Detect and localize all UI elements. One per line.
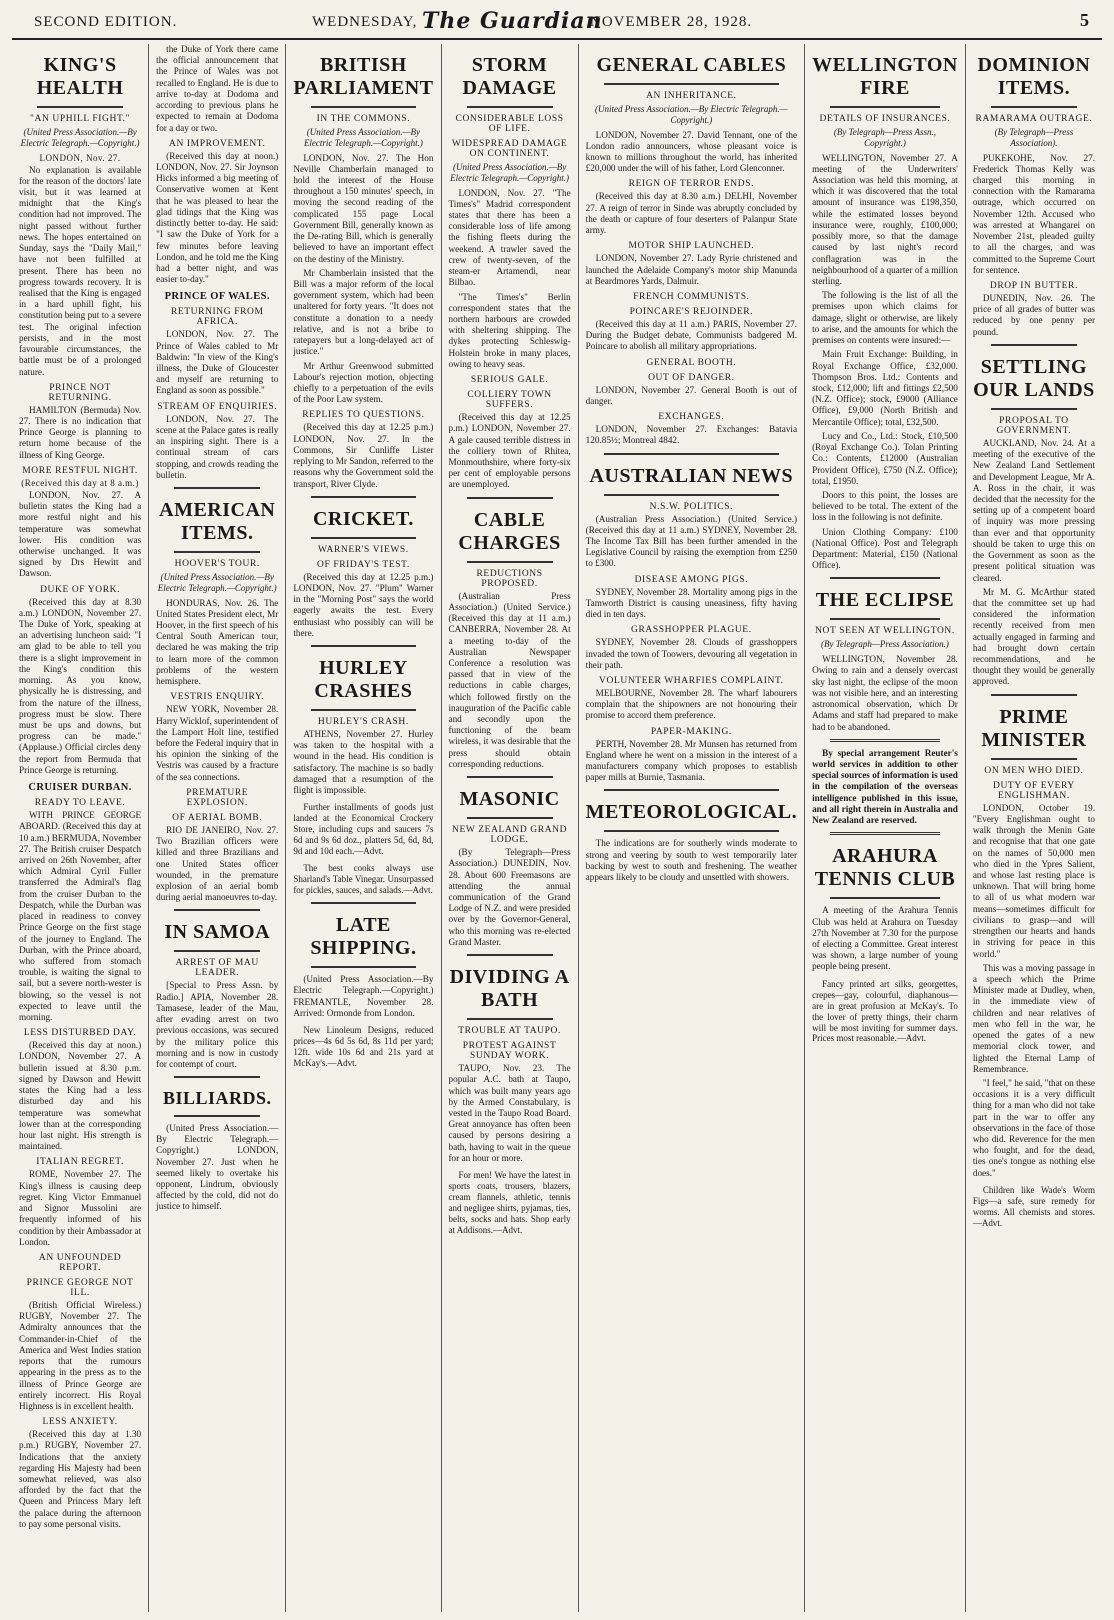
paragraph: ROME, November 27. The King's illness is causing deep regret. King Victor Emmanuel and Signor Mussolini are frequently informed of his condition by their Ambassador at London. — [19, 1169, 142, 1247]
subhead: LESS ANXIETY. — [42, 1417, 118, 1428]
subhead: "AN UPHILL FIGHT." — [30, 114, 131, 124]
paragraph: PUKEKOHE, Nov. 27. Frederick Thomas Kelly was charged this morning in connection with the Ramarama outrage, which occurred on November 12th. Accused who was arrested at Whangarei on November 21st, pleaded guilty to all the charges, and was committed to the Supreme Court for sentence. — [972, 152, 1096, 275]
press-credit: (United Press Association.—By Electric Telegraph.—Copyright.) — [450, 162, 570, 183]
divider — [604, 789, 779, 791]
paragraph: (United Press Association.—By Electric Telegraph.—Copyright.) FREMANTLE, November 28. Arrived: Ormonde from London. — [293, 974, 434, 1018]
paragraph: (Australian Press Association.) (United Service.) (Received this day at 11 a.m.) CANBERRA, November 28. At a meeting to-day of the Australian Newspaper Conference a resolution was passed that in view of the reductions in cable charges, which followed firstly on the inauguration of the Pacific cable and secondly upon the functioning of the beam wireless, it was desirable that the press should obtain corresponding reductions. — [448, 590, 571, 769]
subhead: OF AERIAL BOMB. — [172, 812, 263, 823]
paragraph: LONDON, Nov. 27. A bulletin states the King had a more restful night and his temperature was somewhat lower. His condition was otherwise unchanged. It was signed by Drs Hewitt and Dawson. — [19, 489, 142, 579]
advertisement: Fancy printed art silks, georgettes, crepes—gay, colourful, diaphanous—are in great profusion at McKay's. To the lover of pretty things, their charm will be most inviting for summer days. Prices most reasonable.—Advt. — [812, 978, 958, 1044]
paragraph: RIO DE JANEIRO, Nov. 27. Two Brazilian officers were killed and three Brazilians and one United States officer wounded, in the premature explosion of an aerial bomb during aerial manoeuvres to-day. — [156, 824, 279, 903]
paragraph: MELBOURNE, November 28. The wharf labourers complain that the shipowners are not honouring their promise to accord them preference. — [585, 687, 798, 721]
paragraph: This was a moving passage in a speech which the Prime Minister made at Dudley, when, in the immediate view of children and near relatives of men who fell in the war, he opened the gates of a new memorial clock tower, and lighted the Eternal Lamp of Remembrance. — [972, 962, 1096, 1074]
paragraph: The following is the list of all the premises upon which claims for damage, slight or otherwise, are likely to arise, and the amounts for which the premises on contents were insured:— — [812, 290, 958, 346]
divider — [311, 966, 415, 968]
paragraph: (Received this day at 12.25 p.m.) LONDON, November 27. A gale caused terrible distress in the colliery town of Rhitea, Monmouthshire, where forty-six per cent of employable persons are unemployed. — [448, 412, 571, 490]
subhead: N.S.W. POLITICS. — [649, 501, 734, 512]
subhead: NOT SEEN AT WELLINGTON. — [815, 626, 955, 637]
headline-cricket: CRICKET. — [312, 507, 414, 530]
headline-billiards: BILLIARDS. — [162, 1088, 272, 1109]
subhead: EXCHANGES. — [658, 412, 725, 423]
column-1 — [12, 44, 149, 1612]
paragraph: PERTH, November 28. Mr Munsen has returned from England where he went on a mission in the interest of a manufacturers company which proposes to establish paper mills at Burnie, Tasmania. — [585, 738, 798, 783]
headline-hurley-crashes: HURLEY CRASHES — [314, 657, 413, 703]
divider — [830, 897, 940, 899]
divider — [311, 709, 415, 711]
divider — [830, 739, 940, 742]
paragraph: (Received this day at 12.25 p.m.) LONDON, Nov. 27. In the Commons, Sir Cunliffe Lister replying to Mr Sandon, referred to the reasons why the Government sold the transport, River Clyde. — [293, 422, 434, 489]
paragraph: (Received this day at 8.30 a.m.) LONDON, November 27. The Duke of York, speaking at an advertising luncheon said: "I am glad to be able to tell you there is a slight improvement in the King's condition this morning. As you know, physically he is distressing, and from the nature of the illness, progress must be slow. There must be ups and downs, but progress can be made." (Applause.) Official circles deny the report from Bermuda that Prince George is returning. — [19, 596, 142, 775]
subhead: DUTY OF EVERY ENGLISHMAN. — [993, 780, 1075, 801]
divider — [174, 1115, 260, 1117]
paragraph: LONDON, Nov. 27. "The Times's" Madrid correspondent states that there has been a considerable loss of life among the fishing fleets during the weekend. A trawler saved the crew of twenty-seven, of the steam-er Artamendi, near Bilbao. — [448, 187, 571, 288]
paragraph: SYDNEY, November 28. Mortality among pigs in the Tamworth District is causing uneasiness, fifty having died in ten days. — [585, 586, 798, 620]
divider — [174, 950, 260, 952]
subhead: WARNER'S VIEWS. — [318, 544, 409, 555]
headline-prince-of-wales: PRINCE OF WALES. — [164, 291, 270, 303]
subhead: CONSIDERABLE LOSS OF LIFE. — [455, 114, 564, 134]
divider — [830, 832, 940, 835]
divider — [604, 83, 779, 85]
divider — [311, 902, 415, 904]
divider — [174, 909, 260, 911]
subhead: TROUBLE AT TAUPO. — [458, 1026, 561, 1037]
subhead: NEW ZEALAND GRAND LODGE. — [452, 825, 568, 846]
column-7 — [966, 44, 1102, 1612]
divider — [467, 1018, 553, 1020]
column-grid — [12, 44, 1102, 1612]
headline-masonic: MASONIC — [459, 788, 560, 811]
divider — [174, 1076, 260, 1078]
headline-cable-charges: CABLE CHARGES — [458, 508, 561, 554]
subhead: REDUCTIONS PROPOSED. — [476, 568, 543, 589]
paragraph: Doors to this point, the losses are believed to be total. The extent of the loss in the following is not definite. — [812, 489, 958, 523]
headline-in-samoa: IN SAMOA — [164, 921, 271, 944]
subhead: LESS DISTURBED DAY. — [23, 1028, 137, 1039]
paragraph: WITH PRINCE GEORGE ABOARD. (Received this day at 10 a.m.) BERMUDA, November 27. The British cruiser Despatch arrived on 26th November, after which Admiral Cyril Fuller transferred the Admiral's flag from the cruiser Durban to the Despatch, while the Durban was placed in readiness to convey Prince George on the first stage of the journey to England. The Durban, with the Prince aboard, who suffered from stomach trouble, is waiting the signal to sail, but a severe north-wester is blowing, so the vessel is not expected to leave until the morning. — [19, 810, 142, 1023]
divider — [604, 453, 779, 455]
subhead: ITALIAN REGRET. — [36, 1157, 124, 1168]
subhead: FRENCH COMMUNISTS. — [633, 292, 750, 302]
issue-date: NOVEMBER 28, 1928. — [590, 14, 753, 30]
paragraph: HAMILTON (Bermuda) Nov. 27. There is no indication that Prince George is planning to return home because of the illness of King George. — [19, 404, 142, 460]
paragraph: "The Times's" Berlin correspondent states that the northern harbours are crowded with sheltering shipping. The dykes protecting Schleswig-Holstein broke in many places, owing to heavy seas. — [448, 291, 571, 369]
paragraph: HONDURAS, Nov. 26. The United States President elect, Mr Hoover, in the first speech of his Central South American tour, declared he was making the trip to learn more of the common problems of the western hemisphere. — [156, 597, 279, 687]
paragraph: (Received this day at 12.25 p.m.) LONDON, Nov. 27. "Plum" Warner in the "Morning Post" says the world eagerly awaits the test. Every enthusiast who possibly can will be there. — [293, 571, 434, 638]
subhead: ON MEN WHO DIED. — [984, 765, 1084, 776]
press-credit: (By Telegraph—Press Association.) — [821, 639, 949, 650]
subhead: HOOVER'S TOUR. — [174, 559, 260, 569]
paragraph: LONDON, November 27. General Booth is out of danger. — [585, 384, 798, 406]
press-credit: (United Press Association.—By Electric Telegraph.—Copyright.) — [20, 127, 140, 148]
paragraph: (British Official Wireless.) RUGBY, November 27. The Admiralty announces that the Commander-in-Chief of the America and West Indies station reports that the rumours appearing in the press as to the illness of Prince George are entirely incorrect. His Royal Highness is in excellent health. — [19, 1299, 142, 1411]
column-5 — [579, 44, 805, 1612]
paragraph: Mr Chamberlain insisted that the Bill was a major reform of the local government system, which had been unaltered for forty years. "It does not constitute a donation to a needy relative, and is not a bribe to ratepayers but a long-delayed act of justice." — [293, 267, 434, 357]
paragraph: [Special to Press Assn. by Radio.] APIA, November 28. Tamasese, leader of the Mau, after evading arrest on two previous occasions, was secured by the military police this morning and is now in custody for contempt of court. — [156, 980, 279, 1069]
paragraph: No explanation is available for the reason of the doctors' late visit, but it was learned at midnight that the King's condition had not improved. The night passed without further news. The hopes entertained on Sunday, says the "Daily Mail," have not been fulfilled at present. There has been no progress towards recovery. It is realised that the King is engaged in a hard uphill fight, his constitution being put to a severe test. The original infection persists, and in the most favourable circumstances, the battle must be of a prolonged nature. — [19, 164, 142, 377]
divider — [311, 496, 415, 498]
paragraph: LONDON, Nov. 27. The Prince of Wales cabled to Mr Baldwin: "In view of the King's illness, the Duke of Gloucester and myself are returning to England as soon as possible." — [156, 329, 279, 396]
subhead: RAMARAMA OUTRAGE. — [975, 114, 1093, 124]
subhead: PRINCE NOT RETURNING. — [48, 382, 112, 403]
paragraph: SYDNEY, November 28. Clouds of grasshoppers invaded the town of Toowers, devouring all vegetation in their path. — [585, 637, 798, 670]
divider — [991, 106, 1077, 108]
received-time: (Received this day at 8 a.m.) — [21, 477, 139, 488]
column-2 — [149, 44, 286, 1612]
paragraph: LONDON, November 27. Lady Ryrie christened and launched the Adelaide Company's motor ship Manunda at Beardmores Yards, Dalmuir. — [585, 253, 798, 286]
divider — [37, 106, 123, 108]
paragraph: Mr Arthur Greenwood submitted Labour's rejection motion, objecting chiefly to a perpetuation of the evils of the Poor Law system. — [293, 360, 434, 405]
headline-american-items: AMERICAN ITEMS. — [159, 499, 276, 544]
divider — [604, 830, 779, 832]
divider — [991, 408, 1077, 410]
subhead: PREMATURE EXPLOSION. — [186, 787, 249, 808]
paragraph: ATHENS, November 27. Hurley was taken to the hospital with a wound in the head. His condition is satisfactory. The machine is so badly damaged that a resumption of the flight is impossible. — [293, 729, 434, 796]
paragraph: LONDON, Nov. 27. The scene at the Palace gates is really an inspiring sight. There is a continual stream of cars stopping, and crowds reading the bulletin. — [156, 413, 279, 480]
subhead: VOLUNTEER WHARFIES COMPLAINT. — [599, 675, 784, 686]
subhead: POINCARE'S REJOINDER. — [629, 307, 754, 317]
advertisement: New Linoleum Designs, reduced prices—4s 6d 5s 6d, 8s 11d per yard; 12ft. wide 10s 6d and 21s yard at McKay's.—Advt. — [293, 1024, 434, 1068]
subhead: DISEASE AMONG PIGS. — [634, 574, 749, 585]
paragraph: AUCKLAND, Nov. 24. At a meeting of the executive of the New Zealand Land Settlement and Development League, Mr A. A. Ross in the chair, it was decided that the necessity for the setting up of a competent board of inquiry was more pressing than ever and that opportunity should be taken to urge this on the Government as soon as the present political situation was cleared. — [972, 437, 1096, 583]
paragraph: Mr M. G. McArthur stated that the committee set up had considered the information recently received from men actually engaged in farming and had brought down certain recommendations, and he thought they would be generally approved. — [972, 586, 1096, 687]
divider — [467, 817, 553, 819]
paragraph: Union Clothing Company: £100 (National Office). Post and Telegraph Department: Material, £150 (National Office). — [812, 526, 958, 571]
headline-general-cables: GENERAL CABLES — [596, 54, 787, 76]
subhead: DROP IN BUTTER. — [989, 281, 1078, 291]
subhead: PAPER-MAKING. — [650, 726, 732, 737]
subhead: STREAM OF ENQUIRIES. — [157, 401, 278, 412]
headline-storm-damage: STORM DAMAGE — [462, 54, 557, 99]
subhead: ARREST OF MAU LEADER. — [175, 958, 259, 979]
paragraph: NEW YORK, November 28. Harry Wicklof, superintendent of the Lamport Holt line, testified before the Federal inquiry that in his opinion the sinking of the Vestris was caused by a fracture of the sea connections. — [156, 704, 279, 782]
headline-dominion-items: DOMINION ITEMS. — [977, 54, 1091, 99]
subhead: REIGN OF TERROR ENDS. — [628, 179, 755, 190]
dateline: LONDON, Nov. 27. — [39, 152, 121, 163]
advertisement: Children like Wade's Worm Figs—a safe, sure remedy for worms. All chemists and stores.—Advt. — [972, 1184, 1096, 1228]
subhead: RETURNING FROM AFRICA. — [170, 307, 264, 328]
press-credit: (By Telegraph—Press Association). — [994, 127, 1074, 148]
headline-the-eclipse: THE ECLIPSE — [815, 589, 955, 612]
subhead: OUT OF DANGER. — [648, 372, 735, 383]
subhead: OF FRIDAY'S TEST. — [317, 559, 410, 570]
advertisement: The best cooks always use Sharland's Table Vinegar. Unsurpassed for pickles, sauces, and salads.—Advt. — [293, 863, 434, 896]
headline-kings-health: KING'S HEALTH — [36, 54, 124, 99]
divider — [991, 344, 1077, 346]
subhead: VESTRIS ENQUIRY. — [170, 692, 265, 703]
advertisement: Further installments of goods just landed at the Economical Crockery Store, including cups and saucers 7s 6d and 9s 6d doz., platters 5d, 6d, 8d, 9d and 10d each.—Advt. — [293, 802, 434, 857]
paragraph: LONDON, Nov. 27. The Hon Neville Chamberlain managed to hold the interest of the House throughout a 150 minutes' speech, in moving the second reading of the complicated 155 page Local Government Bill, generally known as the De-rating Bill, which is generally believed to have an important effect on the destiny of the Ministry. — [293, 152, 434, 264]
subhead: SERIOUS GALE. — [470, 375, 549, 386]
masthead — [12, 8, 1102, 40]
divider — [830, 618, 940, 620]
paragraph: (Received this day at 1.30 p.m.) RUGBY, November 27. Indications that the anxiety regarding His Majesty had been somewhat relieved, was also afforded by the fact that the Queen and Princess Mary left the palace during the afternoon to pay some personal visits. — [19, 1429, 142, 1529]
subhead: GRASSHOPPER PLAGUE. — [631, 625, 752, 636]
subhead: DUKE OF YORK. — [40, 584, 121, 595]
paragraph: Lucy and Co., Ltd.: Stock, £10,500 (Royal Exchange Co.). Tolan Printing Co.: Contents, £12000 (Australian Provident Office), £750 (N.Z. Office); total, £1950. — [812, 430, 958, 486]
headline-late-shipping: LATE SHIPPING. — [310, 914, 417, 960]
divider — [467, 497, 553, 499]
headline-dividing-a-bath: DIVIDING A BATH — [449, 966, 570, 1012]
divider — [311, 645, 415, 647]
headline-australian-news: AUSTRALIAN NEWS — [589, 464, 794, 487]
paragraph: (Australian Press Association.) (United Service.) (Received this day at 11 a.m.) SYDNEY, November 28. The Income Tax Bill has been further amended in the Legislative Council by raising the exemption from £250 to £300. — [585, 513, 798, 569]
paragraph: LONDON, November 27. David Tennant, one of the London radio announcers, whose pleasant voice is known to millions throughout the world, has inherited £20,000 under the will of his father, Lord Glenconner. — [585, 129, 798, 174]
paragraph: LONDON, October 19. "Every Englishman ought to walk through the Menin Gate and recognise that that one gate on the names of 50,000 men who died in the Ypres Salient, and whose last resting place is unknown. That will bring home to all of us what modern war means—sometimes difficult for civilians to grasp—and will strengthen our hearts and hands in striving for peace in this world." — [972, 802, 1096, 959]
divider — [174, 551, 260, 553]
paragraph: Main Fruit Exchange: Building, in Royal Exchange Office, £32,000. Thompson Bros. Ltd.: Contents and stock, £12,000; lift and fittings £2,500 (N.Z. Office); stock, £9000 (Alliance Office), £9,000 (North British and Mercantile Office); total, £32,500. — [812, 349, 958, 427]
divider — [311, 106, 415, 108]
divider — [467, 106, 553, 108]
paragraph: WELLINGTON, November 27. A meeting of the Underwriters' Association was held this morning, at which it was discovered that the total amount of insurance was £198,350, while the estimated losses beyond insurance were, roughly, £100,000; possibly more, so that the damage caused by last night's record conflagration was in the neighbourhood of a quarter of a million sterling. — [812, 152, 958, 286]
headline-wellington-fire: WELLINGTON FIRE — [812, 54, 958, 99]
weekday: WEDNESDAY, — [312, 14, 418, 30]
subhead: CRUISER DURBAN. — [28, 782, 132, 794]
subhead: WIDESPREAD DAMAGE ON CONTINENT. — [451, 139, 568, 159]
subhead: AN IMPROVEMENT. — [169, 138, 266, 149]
subhead: AN UNFOUNDED REPORT. — [38, 1252, 122, 1273]
divider — [830, 577, 940, 579]
paragraph: (Received this day at noon.) LONDON, Nov. 27. Sir Joynson Hicks informed a big meeting of Conservative women at Kent that he was pleased to hear the glad tidings that the King was distinctly better to-day. He said: "I saw the Duke of York for a few minutes before leaving London, and he told me the King had a better night, and was easier to-day." — [156, 150, 279, 285]
column-6 — [805, 44, 966, 1612]
divider — [991, 758, 1077, 760]
divider — [991, 694, 1077, 696]
paragraph: DUNEDIN, Nov. 26. The price of all grades of butter was reduced by one penny per pound. — [972, 293, 1096, 337]
paragraph: A meeting of the Arahura Tennis Club was held at Arahura on Tuesday 27th November at 7.30 for the purpose of electing a Committee. Great interest was shown, a large number of young people being present. — [812, 905, 958, 972]
press-credit: (United Press Association.—By Electric Telegraph.—Copyright.) — [303, 127, 423, 148]
paragraph: LONDON, November 27. Exchanges: Batavia 120.85½; Montreal 4842. — [585, 424, 798, 446]
subhead: PROTEST AGAINST SUNDAY WORK. — [462, 1041, 557, 1062]
paragraph: The indications are for southerly winds moderate to strong and veering by south to west temporarily later backing by west to south and freshening. The weather appears likely to be cloudy and unsettled with showers. — [585, 838, 798, 883]
headline-prime-minister: PRIME MINISTER — [981, 705, 1087, 751]
newspaper-title: The Guardian — [422, 8, 603, 34]
paragraph: (Received this day at 8.30 a.m.) DELHI, November 27. A reign of terror in Sinde was abruptly concluded by the death or capture of four deserters of Palanpur State army. — [585, 191, 798, 236]
divider — [830, 106, 940, 108]
divider — [467, 776, 553, 778]
subhead: DETAILS OF INSURANCES. — [819, 114, 951, 124]
subhead: PRINCE GEORGE NOT ILL. — [26, 1277, 134, 1298]
page-number: 5 — [1080, 10, 1090, 30]
headline-arahura-tennis-club: ARAHURA TENNIS CLUB — [814, 845, 956, 891]
paragraph: WELLINGTON, November 28. Owing to rain and a densely overcast sky last night, the eclipse of the moon was not visible here, and an interesting astronomical observation, which Dr Adams and staff had prepared to make had to be abandoned. — [812, 654, 958, 732]
press-credit: (United Press Association.—By Electric Telegraph.—Copyright.) — [157, 572, 277, 593]
subhead: AN INHERITANCE. — [646, 91, 737, 101]
subhead: COLLIERY TOWN SUFFERS. — [467, 390, 552, 411]
divider — [174, 487, 260, 489]
headline-british-parliament: BRITISH PARLIAMENT — [293, 54, 434, 99]
column-3 — [286, 44, 441, 1612]
subhead: READY TO LEAVE. — [34, 798, 126, 809]
divider — [311, 537, 415, 539]
advertisement: For men! We have the latest in sports coats, trousers, blazers, cream flannels, athletic, tennis and negligee shirts, pyjamas, ties, belts, socks and hats. Shop early at Addisons.—Advt. — [448, 1170, 571, 1235]
subhead: PROPOSAL TO GOVERNMENT. — [996, 415, 1072, 436]
subhead: MOTOR SHIP LAUNCHED. — [628, 241, 755, 252]
subhead: GENERAL BOOTH. — [646, 357, 737, 368]
paragraph: the Duke of York there came the official announcement that the Prince of Wales was not recalled to England. He is due to arrive to-day at Dodoma and according to previous plans he expected to remain at Dodoma for a day or two. — [156, 44, 279, 133]
subhead: MORE RESTFUL NIGHT. — [22, 465, 138, 476]
paragraph: (United Press Association.—By Electric Telegraph.—Copyright.) LONDON, November 27. Just when he seemed likely to overtake his opponent, Lindrum, obviously affected by the cold, did not do justice to himself. — [156, 1122, 279, 1212]
reuters-notice: By special arrangement Reuter's world services in addition to other special sources of information is used in the compilation of the overseas intelligence published in this issue, and all right therein in Australia and New Zealand are reserved. — [812, 747, 958, 826]
headline-meteorological: METEOROLOGICAL. — [585, 801, 798, 824]
paragraph: (Received this day at noon.) LONDON, November 27. A bulletin issued at 8.30 p.m. signed by Dawson and Hewitt states the King had a less disturbed day and his temperature was somewhat lower than at the corresponding hour last night. His strength is maintained. — [19, 1040, 142, 1152]
divider — [467, 561, 553, 563]
subhead: HURLEY'S CRASH. — [317, 717, 409, 728]
paragraph: (Received this day at 11 a.m.) PARIS, November 27. During the Budget debate, Communists badgered M. Poincare to abolish all military appropriations. — [585, 319, 798, 352]
subhead: IN THE COMMONS. — [316, 114, 411, 124]
divider — [467, 954, 553, 956]
edition-label: SECOND EDITION. — [34, 14, 178, 30]
paragraph: (By Telegraph—Press Association.) DUNEDIN, Nov. 28. About 600 Freemasons are attending the annual communication of the Grand Lodge of N.Z. and were presided over by the Governor-General, who this morning was re-elected Grand Master. — [448, 847, 571, 947]
headline-settling-our-lands: SETTLING OUR LANDS — [973, 355, 1095, 401]
press-credit: (United Press Association.—By Electric Telegraph.—Copyright.) — [595, 104, 788, 125]
subhead: REPLIES TO QUESTIONS. — [302, 410, 425, 421]
press-credit: (By Telegraph—Press Assn., Copyright.) — [833, 127, 937, 148]
paragraph: "I feel," he said, "that on these occasions it is a very difficult thing for a man who did not take part in the war to offer any observations in the face of those who did. Reverence for the men who fought, and for the dead, ties one's tongue as nothing else does." — [972, 1077, 1096, 1178]
paragraph: TAUPO, Nov. 23. The popular A.C. bath at Taupo, which was built many years ago by the Armed Constabulary, is vested in the Taupo Road Board. Great annoyance has often been caused by persons desiring a bath, having to wait in the queue for an hour or more. — [448, 1063, 571, 1163]
divider — [604, 494, 779, 496]
column-4 — [442, 44, 579, 1612]
